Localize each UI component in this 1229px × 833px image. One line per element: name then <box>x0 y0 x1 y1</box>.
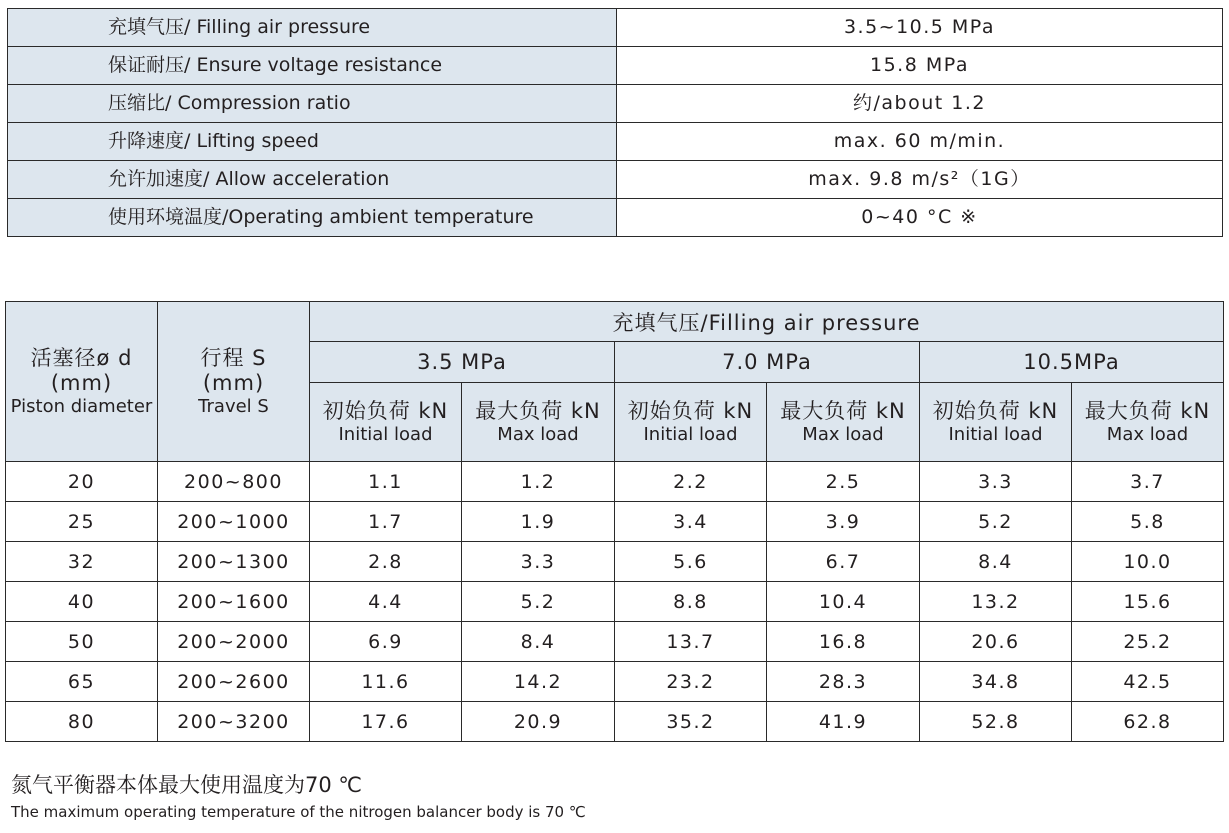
cell-max-load: 2.5 <box>767 462 920 502</box>
spec-row <box>8 199 1223 237</box>
header-pressure: 3.5 MPa <box>310 342 615 383</box>
header-max-load <box>767 383 920 462</box>
cell-max-load: 3.3 <box>462 542 615 582</box>
cell-piston-diameter: 25 <box>6 502 158 542</box>
header-max-load <box>462 383 615 462</box>
table-row <box>6 542 1224 582</box>
header-max-en: Max load <box>497 423 579 445</box>
spec-label: 升降速度/ Lifting speed <box>8 123 617 161</box>
spec-label: 保证耐压/ Ensure voltage resistance <box>8 47 617 85</box>
cell-initial-load: 23.2 <box>615 662 767 702</box>
cell-travel: 200~1300 <box>158 542 310 582</box>
cell-max-load: 10.0 <box>1072 542 1224 582</box>
header-pressure: 7.0 MPa <box>615 342 920 383</box>
spec-value: 3.5~10.5 MPa <box>617 9 1223 47</box>
header-initial-load <box>920 383 1072 462</box>
table-row <box>6 622 1224 662</box>
cell-travel: 200~2600 <box>158 662 310 702</box>
header-max-cn: 最大负荷 kN <box>1084 398 1211 423</box>
header-initial-load <box>615 383 767 462</box>
cell-initial-load: 8.8 <box>615 582 767 622</box>
cell-piston-diameter: 50 <box>6 622 158 662</box>
cell-initial-load: 2.8 <box>310 542 462 582</box>
header-piston-cn: 活塞径ø d <box>30 345 133 370</box>
cell-max-load: 14.2 <box>462 662 615 702</box>
spec-value: 15.8 MPa <box>617 47 1223 85</box>
spec-table <box>7 8 1223 237</box>
cell-initial-load: 11.6 <box>310 662 462 702</box>
header-initial-cn: 初始负荷 kN <box>627 398 754 423</box>
header-piston-unit: (mm) <box>50 370 113 395</box>
load-table-body <box>6 462 1224 742</box>
header-piston-en: Piston diameter <box>10 395 153 417</box>
cell-travel: 200~2000 <box>158 622 310 662</box>
cell-max-load: 42.5 <box>1072 662 1224 702</box>
cell-piston-diameter: 20 <box>6 462 158 502</box>
cell-initial-load: 2.2 <box>615 462 767 502</box>
spec-row <box>8 161 1223 199</box>
spec-label: 允许加速度/ Allow acceleration <box>8 161 617 199</box>
spec-label: 使用环境温度/Operating ambient temperature <box>8 199 617 237</box>
table-row <box>6 582 1224 622</box>
note-chinese: 氮气平衡器本体最大使用温度为70 ℃ <box>11 773 362 797</box>
header-travel <box>158 302 310 462</box>
cell-max-load: 5.2 <box>462 582 615 622</box>
cell-initial-load: 1.7 <box>310 502 462 542</box>
cell-initial-load: 52.8 <box>920 702 1072 742</box>
cell-max-load: 1.2 <box>462 462 615 502</box>
table-row <box>6 462 1224 502</box>
header-piston-diameter <box>6 302 158 462</box>
cell-initial-load: 6.9 <box>310 622 462 662</box>
cell-initial-load: 13.7 <box>615 622 767 662</box>
spec-value: 约/about 1.2 <box>617 85 1223 123</box>
cell-initial-load: 3.3 <box>920 462 1072 502</box>
header-travel-en: Travel S <box>198 395 269 417</box>
cell-initial-load: 34.8 <box>920 662 1072 702</box>
cell-max-load: 62.8 <box>1072 702 1224 742</box>
cell-piston-diameter: 32 <box>6 542 158 582</box>
cell-max-load: 41.9 <box>767 702 920 742</box>
spec-label: 压缩比/ Compression ratio <box>8 85 617 123</box>
cell-max-load: 10.4 <box>767 582 920 622</box>
cell-max-load: 25.2 <box>1072 622 1224 662</box>
header-max-en: Max load <box>1106 423 1189 445</box>
load-table <box>5 301 1224 742</box>
cell-max-load: 6.7 <box>767 542 920 582</box>
header-initial-en: Initial load <box>643 423 738 445</box>
spec-value: max. 9.8 m/s²（1G） <box>617 161 1223 199</box>
cell-initial-load: 17.6 <box>310 702 462 742</box>
cell-initial-load: 5.2 <box>920 502 1072 542</box>
header-max-en: Max load <box>802 423 884 445</box>
header-max-cn: 最大负荷 kN <box>780 398 906 423</box>
cell-initial-load: 4.4 <box>310 582 462 622</box>
cell-max-load: 20.9 <box>462 702 615 742</box>
cell-piston-diameter: 65 <box>6 662 158 702</box>
cell-travel: 200~3200 <box>158 702 310 742</box>
cell-initial-load: 35.2 <box>615 702 767 742</box>
header-initial-cn: 初始负荷 kN <box>932 398 1059 423</box>
cell-travel: 200~800 <box>158 462 310 502</box>
spec-row <box>8 47 1223 85</box>
cell-initial-load: 1.1 <box>310 462 462 502</box>
cell-initial-load: 8.4 <box>920 542 1072 582</box>
header-max-load <box>1072 383 1224 462</box>
header-initial-load <box>310 383 462 462</box>
header-initial-en: Initial load <box>948 423 1043 445</box>
header-travel-unit: (mm) <box>202 370 265 395</box>
cell-max-load: 1.9 <box>462 502 615 542</box>
cell-max-load: 3.9 <box>767 502 920 542</box>
table-row <box>6 662 1224 702</box>
spec-row <box>8 9 1223 47</box>
header-initial-en: Initial load <box>338 423 433 445</box>
header-max-cn: 最大负荷 kN <box>475 398 601 423</box>
spec-value: max. 60 m/min. <box>617 123 1223 161</box>
cell-initial-load: 20.6 <box>920 622 1072 662</box>
spec-row <box>8 123 1223 161</box>
cell-travel: 200~1000 <box>158 502 310 542</box>
cell-travel: 200~1600 <box>158 582 310 622</box>
spec-label: 充填气压/ Filling air pressure <box>8 9 617 47</box>
cell-initial-load: 13.2 <box>920 582 1072 622</box>
spec-value: 0~40 °C ※ <box>617 199 1223 237</box>
header-filling-pressure: 充填气压/Filling air pressure <box>310 302 1224 342</box>
cell-max-load: 5.8 <box>1072 502 1224 542</box>
cell-max-load: 28.3 <box>767 662 920 702</box>
header-travel-cn: 行程 S <box>200 345 267 370</box>
cell-initial-load: 3.4 <box>615 502 767 542</box>
cell-max-load: 8.4 <box>462 622 615 662</box>
spec-row <box>8 85 1223 123</box>
cell-initial-load: 5.6 <box>615 542 767 582</box>
cell-piston-diameter: 40 <box>6 582 158 622</box>
header-initial-cn: 初始负荷 kN <box>322 398 449 423</box>
cell-max-load: 3.7 <box>1072 462 1224 502</box>
header-pressure: 10.5MPa <box>920 342 1224 383</box>
note-english: The maximum operating temperature of the nitrogen balancer body is 70 ℃ <box>11 803 586 821</box>
table-row <box>6 502 1224 542</box>
cell-max-load: 16.8 <box>767 622 920 662</box>
table-row <box>6 702 1224 742</box>
cell-piston-diameter: 80 <box>6 702 158 742</box>
cell-max-load: 15.6 <box>1072 582 1224 622</box>
